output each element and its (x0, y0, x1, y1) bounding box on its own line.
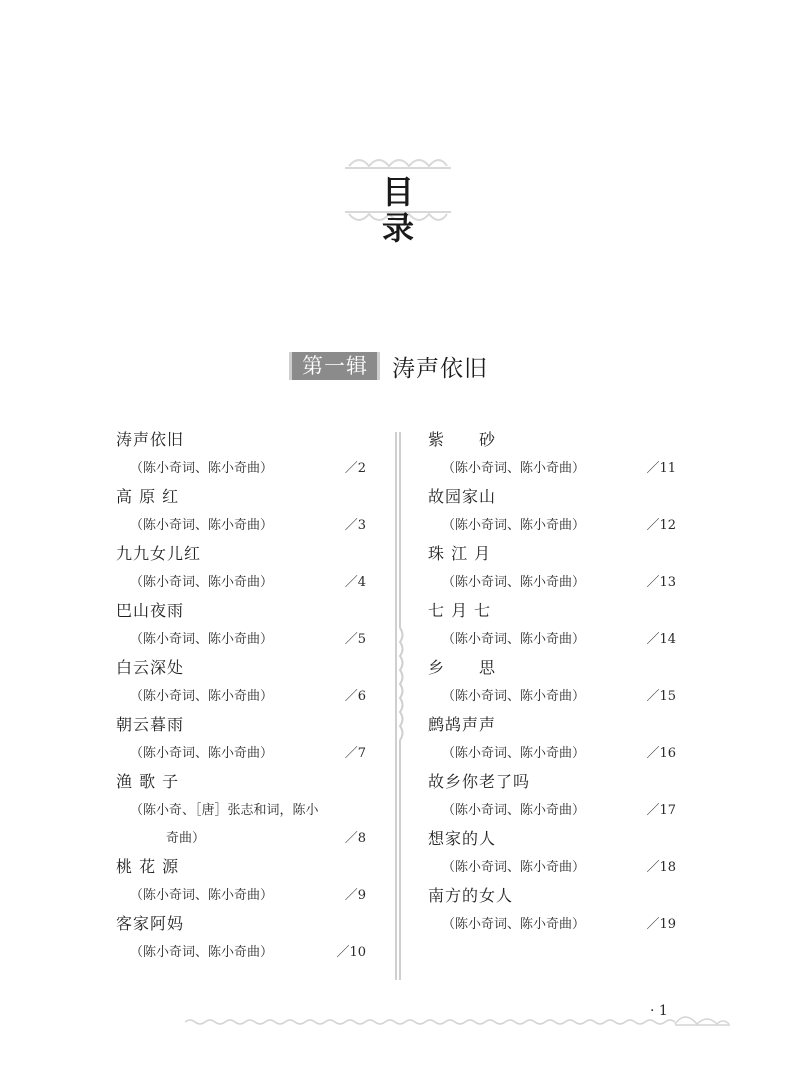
entry-credit-continued (116, 825, 366, 853)
entry-title: 想家的人 (428, 829, 497, 848)
entry-credit (428, 910, 676, 939)
page-number: · 1 (650, 1003, 668, 1019)
entry-credit-text: （陈小奇词、陈小奇曲） (442, 689, 586, 704)
entry-page: ／2 (344, 461, 366, 476)
entry-page: ／14 (646, 632, 676, 647)
entry-credit-text: （陈小奇、［唐］张志和词，陈小 (130, 803, 319, 818)
page-title: 目 录 (381, 173, 483, 247)
entry-credit (116, 454, 366, 483)
entry-page: ／8 (344, 831, 366, 846)
toc-entry[interactable] (116, 597, 366, 654)
toc-entry[interactable] (428, 825, 676, 882)
toc-entry[interactable] (116, 483, 366, 540)
toc-entry[interactable] (428, 711, 676, 768)
entry-credit (116, 568, 366, 597)
entry-page: ／17 (646, 803, 676, 818)
entry-title: 故园家山 (428, 487, 497, 506)
entry-page: ／5 (344, 632, 366, 647)
entry-credit-text: （陈小奇词、陈小奇曲） (442, 917, 586, 932)
entry-page: ／18 (646, 860, 676, 875)
entry-credit-text: （陈小奇词、陈小奇曲） (130, 945, 274, 960)
entry-credit (428, 739, 676, 768)
entry-credit-text: （陈小奇词、陈小奇曲） (442, 461, 586, 476)
toc-entry[interactable] (116, 654, 366, 711)
toc-left-column (116, 426, 366, 967)
toc-entry[interactable] (428, 597, 676, 654)
section-tag: 第一辑 (289, 352, 380, 380)
entry-credit-text: （陈小奇词、陈小奇曲） (130, 689, 274, 704)
entry-page: ／10 (336, 945, 366, 960)
section-name: 涛声依旧 (392, 355, 488, 382)
entry-title: 故乡你老了吗 (428, 772, 531, 791)
entry-title: 朝云暮雨 (116, 715, 185, 734)
column-divider (393, 432, 405, 980)
entry-page: ／7 (344, 746, 366, 761)
entry-credit (116, 682, 366, 711)
entry-title: 南方的女人 (428, 886, 514, 905)
entry-title: 鹧鸪声声 (428, 715, 497, 734)
entry-credit (428, 796, 676, 825)
page-title-block (345, 152, 483, 247)
entry-title: 涛声依旧 (116, 430, 185, 449)
toc-entry[interactable] (428, 882, 676, 939)
entry-credit (428, 568, 676, 597)
entry-credit-text: （陈小奇词、陈小奇曲） (442, 632, 586, 647)
toc-entry[interactable] (428, 483, 676, 540)
entry-title: 客家阿妈 (116, 914, 185, 933)
entry-credit-text: （陈小奇词、陈小奇曲） (130, 746, 274, 761)
entry-title: 渔 歌 子 (116, 772, 180, 791)
entry-page: ／15 (646, 689, 676, 704)
entry-page: ／13 (646, 575, 676, 590)
toc-entry[interactable] (428, 540, 676, 597)
entry-credit (428, 682, 676, 711)
entry-credit-text: （陈小奇词、陈小奇曲） (442, 518, 586, 533)
entry-credit (116, 625, 366, 654)
entry-page: ／12 (646, 518, 676, 533)
entry-credit-text: （陈小奇词、陈小奇曲） (442, 860, 586, 875)
footer-wave-ornament-icon (185, 1008, 730, 1030)
entry-title: 七 月 七 (428, 601, 492, 620)
entry-credit (116, 938, 366, 967)
entry-page: ／19 (646, 917, 676, 932)
entry-credit (428, 853, 676, 882)
entry-credit (116, 796, 366, 825)
entry-title: 巴山夜雨 (116, 601, 185, 620)
entry-title: 乡 思 (428, 658, 497, 677)
entry-page: ／3 (344, 518, 366, 533)
entry-credit-text: （陈小奇词、陈小奇曲） (130, 888, 274, 903)
entry-page: ／11 (646, 461, 676, 476)
entry-title: 珠 江 月 (428, 544, 492, 563)
entry-credit (116, 881, 366, 910)
entry-page: ／9 (344, 888, 366, 903)
toc-entry[interactable] (116, 540, 366, 597)
entry-credit-text: （陈小奇词、陈小奇曲） (442, 803, 586, 818)
entry-credit-text: （陈小奇词、陈小奇曲） (442, 746, 586, 761)
toc-entry[interactable] (116, 853, 366, 910)
toc-entry[interactable] (428, 768, 676, 825)
toc-right-column (428, 426, 676, 939)
entry-title: 白云深处 (116, 658, 185, 677)
entry-credit (116, 511, 366, 540)
toc-entry[interactable] (116, 910, 366, 967)
entry-credit-text: （陈小奇词、陈小奇曲） (442, 575, 586, 590)
toc-entry[interactable] (116, 711, 366, 768)
toc-entry[interactable] (428, 426, 676, 483)
entry-title: 九九女儿红 (116, 544, 202, 563)
entry-credit (116, 739, 366, 768)
entry-title: 高 原 红 (116, 487, 180, 506)
toc-entry[interactable] (116, 768, 366, 853)
entry-page: ／6 (344, 689, 366, 704)
entry-title: 紫 砂 (428, 430, 497, 449)
entry-page: ／16 (646, 746, 676, 761)
toc-entry[interactable] (428, 654, 676, 711)
entry-page: ／4 (344, 575, 366, 590)
entry-credit-text: （陈小奇词、陈小奇曲） (130, 461, 274, 476)
entry-credit (428, 454, 676, 483)
entry-credit-text: 奇曲） (166, 831, 206, 846)
entry-title: 桃 花 源 (116, 857, 180, 876)
entry-credit (428, 511, 676, 540)
toc-entry[interactable] (116, 426, 366, 483)
entry-credit (428, 625, 676, 654)
section-heading (289, 348, 488, 384)
entry-credit-text: （陈小奇词、陈小奇曲） (130, 632, 274, 647)
entry-credit-text: （陈小奇词、陈小奇曲） (130, 518, 274, 533)
entry-credit-text: （陈小奇词、陈小奇曲） (130, 575, 274, 590)
